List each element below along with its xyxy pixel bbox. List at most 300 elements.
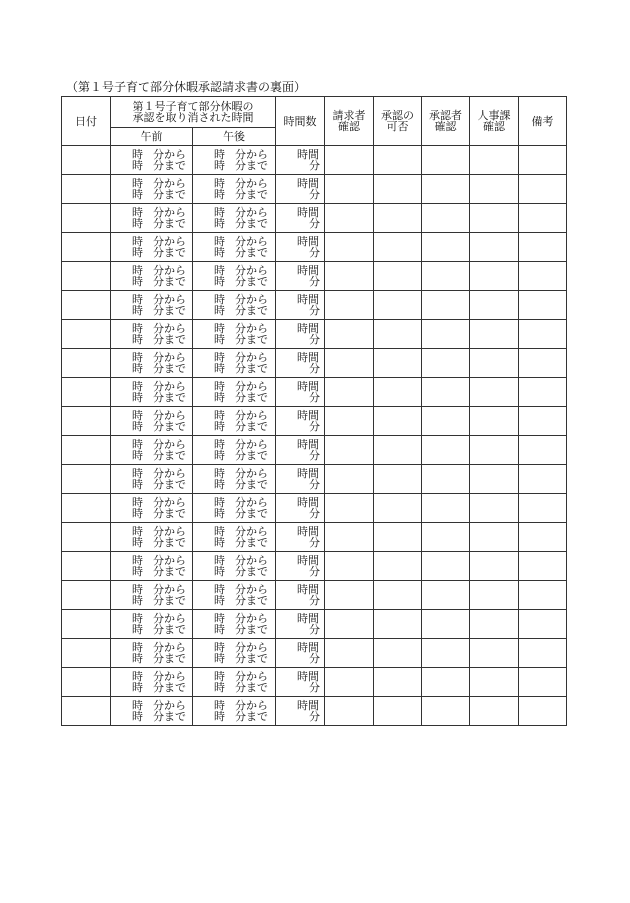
hour-unit: 時 [214, 206, 225, 219]
hr-confirm-cell[interactable] [470, 697, 519, 726]
remarks-cell[interactable] [519, 581, 567, 610]
remarks-cell[interactable] [519, 407, 567, 436]
date-cell[interactable] [62, 494, 111, 523]
remarks-cell[interactable] [519, 378, 567, 407]
until-label: 分まで [153, 478, 186, 491]
hours-cell[interactable] [276, 320, 325, 349]
requester-confirm-cell[interactable] [325, 494, 374, 523]
hours-cell[interactable] [276, 668, 325, 697]
remarks-cell[interactable] [519, 610, 567, 639]
hours-cell[interactable] [276, 639, 325, 668]
from-label: 分から [153, 293, 186, 306]
morning-time-cell[interactable] [111, 349, 193, 378]
requester-header-line2: 確認 [338, 120, 360, 133]
minutes-label: 分 [309, 304, 320, 317]
morning-time-cell[interactable] [111, 610, 193, 639]
from-label: 分から [153, 322, 186, 335]
time-until-line [111, 421, 192, 432]
date-cell[interactable] [62, 407, 111, 436]
morning-time-cell[interactable] [111, 436, 193, 465]
time-until-line [193, 479, 275, 490]
from-label: 分から [153, 699, 186, 712]
hr-confirm-cell[interactable] [470, 523, 519, 552]
hours-label: 時間 [297, 148, 319, 161]
hour-unit: 時 [132, 246, 143, 259]
remarks-cell[interactable] [519, 668, 567, 697]
hours-cell[interactable] [276, 175, 325, 204]
date-cell[interactable] [62, 320, 111, 349]
requester-confirm-cell[interactable] [325, 349, 374, 378]
until-label: 分まで [153, 420, 186, 433]
table-row [62, 668, 567, 697]
hours-cell[interactable] [276, 436, 325, 465]
hr-confirm-cell[interactable] [470, 175, 519, 204]
hour-unit: 時 [214, 536, 225, 549]
requester-confirm-cell[interactable] [325, 436, 374, 465]
afternoon-time-cell[interactable] [193, 175, 276, 204]
until-label: 分まで [235, 420, 268, 433]
morning-time-cell[interactable] [111, 146, 193, 175]
afternoon-time-cell[interactable] [193, 320, 276, 349]
requester-confirm-cell[interactable] [325, 610, 374, 639]
requester-confirm-cell[interactable] [325, 407, 374, 436]
hours-cell[interactable] [276, 581, 325, 610]
date-cell[interactable] [62, 233, 111, 262]
approver-confirm-cell[interactable] [422, 668, 470, 697]
approval-decision-cell[interactable] [374, 465, 422, 494]
from-label: 分から [235, 235, 268, 248]
hr-header-line2: 確認 [483, 120, 505, 133]
table-row [62, 610, 567, 639]
approval-decision-cell[interactable] [374, 204, 422, 233]
remarks-cell[interactable] [519, 436, 567, 465]
requester-header-line1: 請求者 [332, 109, 366, 122]
until-label: 分まで [153, 159, 186, 172]
table-row [62, 204, 567, 233]
morning-time-cell[interactable] [111, 465, 193, 494]
afternoon-time-cell[interactable] [193, 407, 276, 436]
time-until-line [193, 450, 275, 461]
hr-confirm-cell[interactable] [470, 146, 519, 175]
time-until-line [111, 711, 192, 722]
from-label: 分から [153, 554, 186, 567]
hour-unit: 時 [132, 333, 143, 346]
hours-cell[interactable] [276, 407, 325, 436]
until-label: 分まで [153, 217, 186, 230]
afternoon-time-cell[interactable] [193, 436, 276, 465]
date-cell[interactable] [62, 523, 111, 552]
date-cell[interactable] [62, 175, 111, 204]
hr-confirm-cell[interactable] [470, 436, 519, 465]
remarks-cell[interactable] [519, 523, 567, 552]
remarks-cell[interactable] [519, 320, 567, 349]
hour-unit: 時 [132, 409, 143, 422]
hour-unit: 時 [214, 246, 225, 259]
hours-label: 時間 [297, 438, 319, 451]
from-label: 分から [235, 264, 268, 277]
morning-header: 午前 [111, 128, 193, 146]
requester-confirm-cell[interactable] [325, 697, 374, 726]
hour-unit: 時 [132, 177, 143, 190]
hour-unit: 時 [214, 217, 225, 230]
hours-cell[interactable] [276, 610, 325, 639]
approval-decision-cell[interactable] [374, 581, 422, 610]
approval-decision-cell[interactable] [374, 494, 422, 523]
afternoon-time-cell[interactable] [193, 378, 276, 407]
approver-confirm-cell[interactable] [422, 262, 470, 291]
time-until-line [193, 392, 275, 403]
table-row [62, 494, 567, 523]
time-until-line [193, 711, 275, 722]
morning-time-cell[interactable] [111, 204, 193, 233]
morning-time-cell[interactable] [111, 639, 193, 668]
afternoon-time-cell[interactable] [193, 697, 276, 726]
remarks-cell[interactable] [519, 639, 567, 668]
remarks-cell[interactable] [519, 552, 567, 581]
hours-cell[interactable] [276, 697, 325, 726]
hr-confirm-cell[interactable] [470, 204, 519, 233]
hours-label: 時間 [297, 322, 319, 335]
from-label: 分から [153, 670, 186, 683]
hours-cell[interactable] [276, 146, 325, 175]
time-until-line [111, 682, 192, 693]
until-label: 分まで [235, 275, 268, 288]
morning-time-cell[interactable] [111, 523, 193, 552]
until-label: 分まで [153, 391, 186, 404]
hour-unit: 時 [132, 652, 143, 665]
approver-confirm-cell[interactable] [422, 291, 470, 320]
until-label: 分まで [235, 188, 268, 201]
hr-confirm-cell[interactable] [470, 407, 519, 436]
approver-confirm-cell[interactable] [422, 204, 470, 233]
afternoon-time-cell[interactable] [193, 552, 276, 581]
hours-cell[interactable] [276, 262, 325, 291]
date-cell[interactable] [62, 291, 111, 320]
approval-header-line2: 可否 [386, 120, 409, 133]
approval-decision-cell[interactable] [374, 175, 422, 204]
afternoon-time-cell[interactable] [193, 204, 276, 233]
hours-cell[interactable] [276, 291, 325, 320]
hours-cell[interactable] [276, 349, 325, 378]
hour-unit: 時 [132, 264, 143, 277]
approval-decision-cell[interactable] [374, 407, 422, 436]
approver-confirm-cell[interactable] [422, 175, 470, 204]
approval-decision-cell[interactable] [374, 436, 422, 465]
minutes-label: 分 [309, 420, 320, 433]
until-label: 分まで [235, 449, 268, 462]
requester-confirm-cell[interactable] [325, 378, 374, 407]
approval-decision-cell[interactable] [374, 552, 422, 581]
time-until-line [111, 392, 192, 403]
remarks-cell[interactable] [519, 291, 567, 320]
requester-confirm-cell[interactable] [325, 262, 374, 291]
morning-time-cell[interactable] [111, 697, 193, 726]
date-cell[interactable] [62, 349, 111, 378]
hours-label: 時間 [297, 525, 319, 538]
approver-confirm-cell[interactable] [422, 610, 470, 639]
hour-unit: 時 [214, 699, 225, 712]
afternoon-time-cell[interactable] [193, 639, 276, 668]
hours-cell[interactable] [276, 465, 325, 494]
afternoon-time-cell[interactable] [193, 494, 276, 523]
hour-unit: 時 [214, 478, 225, 491]
approver-confirm-cell[interactable] [422, 349, 470, 378]
until-label: 分まで [153, 652, 186, 665]
hour-unit: 時 [132, 420, 143, 433]
requester-confirm-cell[interactable] [325, 291, 374, 320]
hour-unit: 時 [214, 275, 225, 288]
hour-unit: 時 [214, 467, 225, 480]
hours-cell[interactable] [276, 204, 325, 233]
from-label: 分から [235, 322, 268, 335]
morning-time-cell[interactable] [111, 378, 193, 407]
hour-unit: 時 [214, 612, 225, 625]
date-cell[interactable] [62, 262, 111, 291]
from-label: 分から [153, 409, 186, 422]
approval-decision-cell[interactable] [374, 233, 422, 262]
hour-unit: 時 [132, 391, 143, 404]
remarks-cell[interactable] [519, 262, 567, 291]
approver-confirm-cell[interactable] [422, 465, 470, 494]
until-label: 分まで [153, 507, 186, 520]
table-row [62, 581, 567, 610]
table-row [62, 175, 567, 204]
date-cell[interactable] [62, 465, 111, 494]
approval-decision-cell[interactable] [374, 668, 422, 697]
requester-confirm-cell[interactable] [325, 639, 374, 668]
hour-unit: 時 [214, 594, 225, 607]
requester-confirm-cell[interactable] [325, 204, 374, 233]
approval-decision-cell[interactable] [374, 291, 422, 320]
time-until-line [111, 508, 192, 519]
approver-confirm-cell[interactable] [422, 523, 470, 552]
approver-header-line2: 確認 [434, 120, 457, 133]
approval-decision-cell[interactable] [374, 146, 422, 175]
minutes-label: 分 [309, 246, 320, 259]
hours-cell[interactable] [276, 378, 325, 407]
minutes-label: 分 [309, 478, 320, 491]
until-label: 分まで [235, 507, 268, 520]
hour-unit: 時 [132, 583, 143, 596]
afternoon-time-cell[interactable] [193, 233, 276, 262]
table-row [62, 639, 567, 668]
date-cell[interactable] [62, 552, 111, 581]
hour-unit: 時 [132, 304, 143, 317]
remarks-cell[interactable] [519, 204, 567, 233]
until-label: 分まで [153, 246, 186, 259]
afternoon-time-cell[interactable] [193, 146, 276, 175]
requester-confirm-cell[interactable] [325, 146, 374, 175]
hours-cell[interactable] [276, 233, 325, 262]
approval-decision-cell[interactable] [374, 639, 422, 668]
morning-time-cell[interactable] [111, 320, 193, 349]
remarks-cell[interactable] [519, 349, 567, 378]
remarks-cell[interactable] [519, 175, 567, 204]
hr-confirm-cell[interactable] [470, 668, 519, 697]
hour-unit: 時 [214, 159, 225, 172]
afternoon-time-cell[interactable] [193, 465, 276, 494]
date-cell[interactable] [62, 639, 111, 668]
morning-time-cell[interactable] [111, 175, 193, 204]
hour-unit: 時 [132, 206, 143, 219]
hr-confirm-cell[interactable] [470, 262, 519, 291]
approver-confirm-cell[interactable] [422, 378, 470, 407]
from-label: 分から [153, 380, 186, 393]
time-until-line [193, 653, 275, 664]
approval-decision-cell[interactable] [374, 697, 422, 726]
time-until-line [111, 595, 192, 606]
remarks-cell[interactable] [519, 233, 567, 262]
time-until-line [193, 218, 275, 229]
hours-label: 時間 [297, 177, 319, 190]
time-until-line [111, 247, 192, 258]
requester-confirm-cell[interactable] [325, 552, 374, 581]
approver-confirm-cell[interactable] [422, 552, 470, 581]
until-label: 分まで [235, 159, 268, 172]
approval-decision-cell[interactable] [374, 320, 422, 349]
until-label: 分まで [153, 304, 186, 317]
hour-unit: 時 [214, 507, 225, 520]
requester-confirm-cell[interactable] [325, 320, 374, 349]
hr-confirm-cell[interactable] [470, 639, 519, 668]
until-label: 分まで [235, 391, 268, 404]
hours-cell[interactable] [276, 523, 325, 552]
hour-unit: 時 [214, 304, 225, 317]
morning-time-cell[interactable] [111, 407, 193, 436]
hour-unit: 時 [214, 525, 225, 538]
time-until-line [111, 537, 192, 548]
approver-confirm-cell[interactable] [422, 639, 470, 668]
hours-label: 時間 [297, 612, 319, 625]
requester-confirm-cell[interactable] [325, 581, 374, 610]
afternoon-time-cell[interactable] [193, 610, 276, 639]
requester-confirm-cell[interactable] [325, 233, 374, 262]
remarks-cell[interactable] [519, 494, 567, 523]
minutes-label: 分 [309, 565, 320, 578]
hour-unit: 時 [214, 293, 225, 306]
hr-confirm-cell[interactable] [470, 465, 519, 494]
hour-unit: 時 [214, 681, 225, 694]
approver-confirm-cell[interactable] [422, 320, 470, 349]
hour-unit: 時 [132, 362, 143, 375]
approver-confirm-cell[interactable] [422, 436, 470, 465]
hr-confirm-cell[interactable] [470, 233, 519, 262]
hr-confirm-cell[interactable] [470, 610, 519, 639]
hour-unit: 時 [132, 188, 143, 201]
until-label: 分まで [235, 536, 268, 549]
hour-unit: 時 [132, 322, 143, 335]
date-cell[interactable] [62, 378, 111, 407]
morning-time-cell[interactable] [111, 581, 193, 610]
afternoon-time-cell[interactable] [193, 349, 276, 378]
approver-confirm-cell[interactable] [422, 233, 470, 262]
minutes-label: 分 [309, 652, 320, 665]
hr-confirm-cell[interactable] [470, 378, 519, 407]
time-until-line [193, 189, 275, 200]
date-cell[interactable] [62, 436, 111, 465]
morning-time-cell[interactable] [111, 233, 193, 262]
until-label: 分まで [153, 536, 186, 549]
approval-decision-cell[interactable] [374, 378, 422, 407]
morning-time-cell[interactable] [111, 494, 193, 523]
afternoon-time-cell[interactable] [193, 668, 276, 697]
approver-confirm-cell[interactable] [422, 581, 470, 610]
morning-time-cell[interactable] [111, 262, 193, 291]
approval-decision-cell[interactable] [374, 523, 422, 552]
morning-time-cell[interactable] [111, 552, 193, 581]
table-row [62, 320, 567, 349]
until-label: 分まで [153, 275, 186, 288]
from-label: 分から [235, 380, 268, 393]
until-label: 分まで [153, 681, 186, 694]
time-until-line [193, 160, 275, 171]
approver-confirm-cell[interactable] [422, 146, 470, 175]
time-until-line [111, 189, 192, 200]
afternoon-time-cell[interactable] [193, 523, 276, 552]
approver-confirm-cell[interactable] [422, 494, 470, 523]
hour-unit: 時 [214, 496, 225, 509]
approval-decision-cell[interactable] [374, 349, 422, 378]
requester-confirm-cell[interactable] [325, 465, 374, 494]
approver-confirm-cell[interactable] [422, 407, 470, 436]
table-row [62, 523, 567, 552]
hour-unit: 時 [132, 159, 143, 172]
remarks-cell[interactable] [519, 146, 567, 175]
approval-decision-cell[interactable] [374, 610, 422, 639]
approval-decision-cell[interactable] [374, 262, 422, 291]
minutes-label: 分 [309, 217, 320, 230]
hours-label: 時間 [297, 409, 319, 422]
hr-confirm-cell[interactable] [470, 349, 519, 378]
requester-confirm-cell[interactable] [325, 668, 374, 697]
hour-unit: 時 [214, 148, 225, 161]
remarks-cell[interactable] [519, 697, 567, 726]
hour-unit: 時 [214, 583, 225, 596]
hr-confirm-cell[interactable] [470, 320, 519, 349]
requester-confirm-cell[interactable] [325, 523, 374, 552]
hours-cell[interactable] [276, 494, 325, 523]
hr-confirm-cell[interactable] [470, 494, 519, 523]
requester-confirm-cell[interactable] [325, 175, 374, 204]
approver-confirm-cell[interactable] [422, 697, 470, 726]
afternoon-time-cell[interactable] [193, 291, 276, 320]
minutes-label: 分 [309, 275, 320, 288]
date-cell[interactable] [62, 610, 111, 639]
until-label: 分まで [153, 623, 186, 636]
hours-header: 時間数 [276, 97, 325, 146]
table-row [62, 291, 567, 320]
date-cell[interactable] [62, 581, 111, 610]
morning-time-cell[interactable] [111, 291, 193, 320]
from-label: 分から [235, 177, 268, 190]
from-label: 分から [235, 699, 268, 712]
afternoon-time-cell[interactable] [193, 262, 276, 291]
date-cell[interactable] [62, 697, 111, 726]
morning-time-cell[interactable] [111, 668, 193, 697]
remarks-cell[interactable] [519, 465, 567, 494]
afternoon-header: 午後 [193, 128, 276, 146]
hr-confirm-cell[interactable] [470, 552, 519, 581]
hr-confirm-cell[interactable] [470, 291, 519, 320]
from-label: 分から [153, 583, 186, 596]
afternoon-time-cell[interactable] [193, 581, 276, 610]
date-cell[interactable] [62, 668, 111, 697]
date-cell[interactable] [62, 146, 111, 175]
date-cell[interactable] [62, 204, 111, 233]
hours-cell[interactable] [276, 552, 325, 581]
hr-confirm-cell[interactable] [470, 581, 519, 610]
until-label: 分まで [235, 362, 268, 375]
